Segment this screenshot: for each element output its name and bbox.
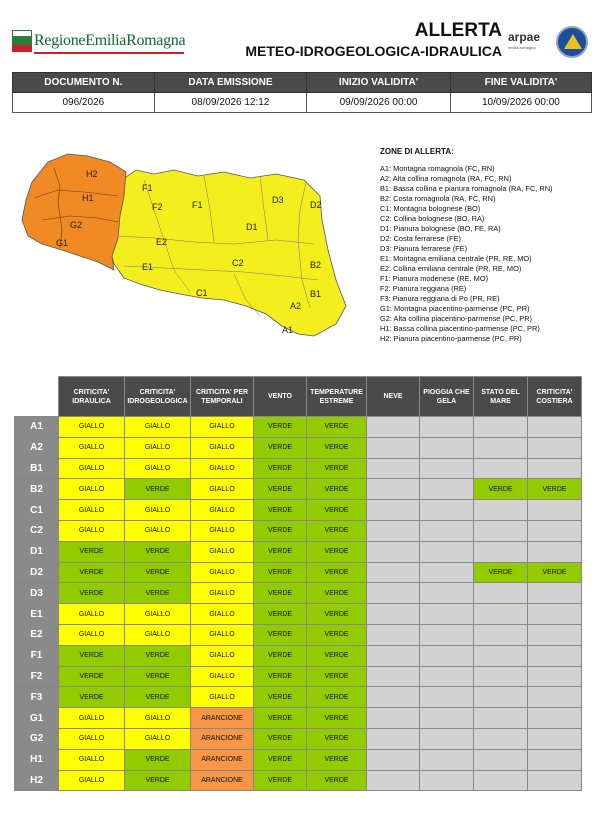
alert-level-cell <box>367 770 420 791</box>
alert-level-cell: VERDE <box>59 562 125 583</box>
alert-level-cell: GIALLO <box>125 437 191 458</box>
alert-level-cell: VERDE <box>474 562 528 583</box>
alert-level-cell <box>367 604 420 625</box>
legend-item: D1: Pianura bolognese (BO, FE, RA) <box>380 224 501 233</box>
legend-item: G2: Alta collina piacentino-parmense (PC, PR) <box>380 314 532 323</box>
alert-level-cell <box>367 708 420 729</box>
legend-title: ZONE DI ALLERTA: <box>380 147 454 156</box>
alert-level-cell: VERDE <box>307 562 367 583</box>
alert-level-cell: GIALLO <box>125 500 191 521</box>
alert-level-cell: VERDE <box>307 520 367 541</box>
zone-cell: H2 <box>15 770 59 791</box>
alert-level-cell: VERDE <box>307 479 367 500</box>
legend-item: F3: Pianura reggiana di Po (PR, RE) <box>380 294 500 303</box>
alert-level-cell: GIALLO <box>59 708 125 729</box>
zone-cell: E1 <box>15 604 59 625</box>
alert-level-cell: VERDE <box>307 417 367 438</box>
alert-level-cell: VERDE <box>307 645 367 666</box>
legend-item: A1: Montagna romagnola (FC, RN) <box>380 164 495 173</box>
alert-level-cell <box>474 417 528 438</box>
alert-level-cell: VERDE <box>254 666 307 687</box>
alert-level-cell <box>420 666 474 687</box>
table-row <box>15 520 582 541</box>
alert-level-cell <box>528 708 582 729</box>
map-zone-yellow <box>110 170 346 336</box>
alert-level-cell <box>367 520 420 541</box>
issue-date-value: 08/09/2026 12:12 <box>154 93 307 113</box>
page-title: ALLERTA <box>414 20 502 41</box>
zone-cell: B2 <box>15 479 59 500</box>
alert-level-cell <box>474 437 528 458</box>
zone-cell: D3 <box>15 583 59 604</box>
alert-level-cell: GIALLO <box>191 687 254 708</box>
legend-item: A2: Alta collina romagnola (RA, FC, RN) <box>380 174 512 183</box>
arpae-logo <box>508 30 554 56</box>
alert-level-cell <box>474 500 528 521</box>
alert-level-cell <box>528 500 582 521</box>
alert-level-cell: GIALLO <box>191 604 254 625</box>
alert-level-cell <box>528 541 582 562</box>
alert-level-cell: VERDE <box>307 749 367 770</box>
alert-level-cell: VERDE <box>307 728 367 749</box>
page-subtitle: METEO-IDROGEOLOGICA-IDRAULICA <box>245 43 502 59</box>
alert-level-cell: VERDE <box>254 583 307 604</box>
map-label-e2: E2 <box>156 237 168 247</box>
regione-flag-icon <box>12 30 32 52</box>
alert-level-cell <box>528 770 582 791</box>
org-logo-text: RegioneEmiliaRomagna <box>34 32 186 49</box>
map-label-f3: F1 <box>142 183 153 193</box>
alert-level-cell: VERDE <box>474 479 528 500</box>
validity-end-header: FINE VALIDITA' <box>450 73 591 93</box>
alert-level-cell: VERDE <box>307 458 367 479</box>
validity-start-value: 09/09/2026 00:00 <box>307 93 451 113</box>
alert-level-cell: GIALLO <box>125 624 191 645</box>
column-header: NEVE <box>367 377 420 417</box>
zone-cell: B1 <box>15 458 59 479</box>
alert-level-cell: VERDE <box>307 437 367 458</box>
alert-level-cell: GIALLO <box>125 708 191 729</box>
zone-cell: F2 <box>15 666 59 687</box>
alert-level-cell: VERDE <box>254 624 307 645</box>
table-corner <box>15 377 59 417</box>
map-label-b1: B1 <box>310 289 322 299</box>
table-row <box>15 708 582 729</box>
regione-emilia-romagna-logo <box>12 30 186 56</box>
alert-level-cell: VERDE <box>307 500 367 521</box>
alert-level-cell: GIALLO <box>191 500 254 521</box>
arpae-logo-name: arpae <box>508 30 541 44</box>
alert-level-cell <box>474 645 528 666</box>
alert-level-cell: VERDE <box>254 500 307 521</box>
alert-level-cell: GIALLO <box>59 749 125 770</box>
legend-item: D2: Costa ferrarese (FE) <box>380 234 461 243</box>
alert-level-cell <box>367 458 420 479</box>
legend-item: D3: Pianura ferrarese (FE) <box>380 244 468 253</box>
alert-level-cell: VERDE <box>125 666 191 687</box>
document-info-table <box>12 72 592 113</box>
alert-level-cell: GIALLO <box>59 604 125 625</box>
alert-level-cell: VERDE <box>125 645 191 666</box>
alert-level-cell: VERDE <box>254 458 307 479</box>
alert-level-cell: GIALLO <box>59 624 125 645</box>
alert-level-cell <box>420 770 474 791</box>
alert-level-cell: VERDE <box>254 728 307 749</box>
alert-level-cell <box>528 604 582 625</box>
alert-level-cell <box>474 624 528 645</box>
alert-level-cell: VERDE <box>254 541 307 562</box>
alert-level-cell: VERDE <box>125 583 191 604</box>
map-label-a2: A2 <box>290 301 302 311</box>
legend-item: F2: Pianura reggiana (RE) <box>380 284 467 293</box>
alert-level-cell: VERDE <box>125 541 191 562</box>
alert-level-cell: VERDE <box>59 687 125 708</box>
alert-level-cell: GIALLO <box>125 458 191 479</box>
zone-cell: A2 <box>15 437 59 458</box>
alert-level-cell: VERDE <box>307 708 367 729</box>
zone-cell: D1 <box>15 541 59 562</box>
alert-level-cell: GIALLO <box>125 417 191 438</box>
alert-level-cell <box>367 437 420 458</box>
zone-cell: A1 <box>15 417 59 438</box>
legend-item: C2: Collina bolognese (BO, RA) <box>380 214 485 223</box>
alert-level-cell <box>367 666 420 687</box>
alert-level-cell: GIALLO <box>59 458 125 479</box>
column-header: TEMPERATURE ESTREME <box>307 377 367 417</box>
alert-level-cell: VERDE <box>254 645 307 666</box>
alert-level-cell: GIALLO <box>59 417 125 438</box>
alert-level-cell <box>367 417 420 438</box>
alert-level-cell <box>420 541 474 562</box>
alert-level-cell <box>420 708 474 729</box>
alert-level-cell: VERDE <box>307 583 367 604</box>
zone-cell: C2 <box>15 520 59 541</box>
legend-item: E1: Montagna emiliana centrale (PR, RE, MO) <box>380 254 532 263</box>
alert-level-cell <box>528 728 582 749</box>
alert-level-cell: GIALLO <box>191 541 254 562</box>
column-header: CRITICITA' COSTIERA <box>528 377 582 417</box>
alert-level-cell <box>528 666 582 687</box>
alert-level-cell <box>474 583 528 604</box>
column-header: CRITICITA' IDROGEOLOGICA <box>125 377 191 417</box>
alert-level-cell: ARANCIONE <box>191 749 254 770</box>
alert-level-cell: GIALLO <box>59 520 125 541</box>
table-row <box>15 666 582 687</box>
alert-level-cell: VERDE <box>254 417 307 438</box>
alert-level-cell: VERDE <box>125 770 191 791</box>
legend-item: H1: Bassa collina piacentino-parmense (PC, PR) <box>380 324 540 333</box>
alert-level-cell <box>367 479 420 500</box>
alert-level-cell <box>420 624 474 645</box>
alert-level-cell <box>528 520 582 541</box>
alert-level-cell: GIALLO <box>191 417 254 438</box>
legend-item: E2: Collina emiliana centrale (PR, RE, MO) <box>380 264 522 273</box>
alert-level-cell: VERDE <box>307 666 367 687</box>
alert-level-cell: GIALLO <box>59 728 125 749</box>
alert-level-cell <box>420 417 474 438</box>
alert-level-cell <box>528 437 582 458</box>
map-label-f2: F2 <box>152 202 163 212</box>
table-row <box>15 583 582 604</box>
column-header: CRITICITA' IDRAULICA <box>59 377 125 417</box>
map-label-a1: A1 <box>282 325 294 335</box>
legend-item: C1: Montagna bolognese (BO) <box>380 204 481 213</box>
table-row <box>15 479 582 500</box>
map-label-e1: E1 <box>142 262 154 272</box>
table-row <box>15 770 582 791</box>
alert-level-cell <box>367 562 420 583</box>
map-label-g2: G2 <box>70 220 83 230</box>
alert-level-cell: VERDE <box>254 749 307 770</box>
zone-cell: E2 <box>15 624 59 645</box>
alert-level-cell <box>528 749 582 770</box>
doc-number-header: DOCUMENTO N. <box>13 73 155 93</box>
alert-level-cell: GIALLO <box>191 458 254 479</box>
alert-level-cell: GIALLO <box>191 562 254 583</box>
alert-level-cell: VERDE <box>528 562 582 583</box>
alert-level-cell <box>420 583 474 604</box>
alert-level-cell <box>367 500 420 521</box>
alert-level-cell <box>474 541 528 562</box>
protezione-civile-logo-icon <box>556 26 588 58</box>
alert-level-cell: GIALLO <box>191 645 254 666</box>
alert-level-cell <box>474 520 528 541</box>
legend-item: B1: Bassa collina e pianura romagnola (RA, FC, RN) <box>380 184 553 193</box>
alert-level-cell: GIALLO <box>191 583 254 604</box>
alert-level-cell <box>474 728 528 749</box>
map-label-c2: C2 <box>232 258 244 268</box>
table-row <box>15 417 582 438</box>
table-row <box>15 604 582 625</box>
validity-end-value: 10/09/2026 00:00 <box>450 93 591 113</box>
map-label-c1: C1 <box>196 288 208 298</box>
map-label-d3: D3 <box>272 195 284 205</box>
zone-cell: G2 <box>15 728 59 749</box>
table-row <box>15 500 582 521</box>
zones-legend <box>380 147 595 344</box>
map-label-f1: F1 <box>192 200 203 210</box>
alert-level-cell <box>367 728 420 749</box>
alert-level-cell <box>420 458 474 479</box>
alert-level-cell: GIALLO <box>191 520 254 541</box>
alert-level-cell: VERDE <box>59 666 125 687</box>
alert-level-cell: VERDE <box>254 708 307 729</box>
alert-level-cell <box>528 687 582 708</box>
alert-level-cell: GIALLO <box>191 666 254 687</box>
alert-level-cell <box>420 500 474 521</box>
table-row <box>15 541 582 562</box>
alert-level-cell <box>474 604 528 625</box>
zone-cell: F3 <box>15 687 59 708</box>
zone-cell: H1 <box>15 749 59 770</box>
legend-item: G1: Montagna piacentino-parmense (PC, PR) <box>380 304 530 313</box>
alert-level-cell: GIALLO <box>125 520 191 541</box>
table-row <box>15 562 582 583</box>
alert-level-cell <box>474 749 528 770</box>
legend-item: B2: Costa romagnola (RA, FC, RN) <box>380 194 496 203</box>
column-header: CRITICITA' PER TEMPORALI <box>191 377 254 417</box>
map-label-d1: D1 <box>246 222 258 232</box>
alert-level-cell: GIALLO <box>59 770 125 791</box>
alert-level-cell <box>420 749 474 770</box>
column-header: STATO DEL MARE <box>474 377 528 417</box>
map-zone-orange <box>22 154 126 270</box>
alert-level-cell <box>367 645 420 666</box>
map-label-h2: H2 <box>86 169 98 179</box>
alert-level-cell: VERDE <box>59 541 125 562</box>
alert-zones-map <box>14 140 366 350</box>
alert-level-cell: VERDE <box>307 770 367 791</box>
alert-level-cell <box>474 687 528 708</box>
alert-level-cell: VERDE <box>307 687 367 708</box>
alert-level-cell: VERDE <box>528 479 582 500</box>
alert-level-cell: VERDE <box>125 562 191 583</box>
table-row <box>15 749 582 770</box>
alert-level-cell: GIALLO <box>191 437 254 458</box>
alert-level-cell: VERDE <box>59 583 125 604</box>
alert-level-cell: GIALLO <box>59 500 125 521</box>
alert-level-cell <box>420 562 474 583</box>
alert-level-cell <box>474 770 528 791</box>
validity-start-header: INIZIO VALIDITA' <box>307 73 451 93</box>
map-label-b2: B2 <box>310 260 322 270</box>
issue-date-header: DATA EMISSIONE <box>154 73 307 93</box>
alert-level-cell: VERDE <box>59 645 125 666</box>
alert-level-cell <box>528 417 582 438</box>
alert-level-cell <box>420 687 474 708</box>
alert-level-cell: GIALLO <box>59 479 125 500</box>
alert-level-cell <box>367 583 420 604</box>
alert-level-cell <box>528 583 582 604</box>
alert-level-cell: VERDE <box>254 437 307 458</box>
alert-level-cell <box>420 645 474 666</box>
alert-level-cell: GIALLO <box>125 728 191 749</box>
alert-levels-table <box>14 376 582 791</box>
table-row <box>15 437 582 458</box>
alert-level-cell: VERDE <box>254 770 307 791</box>
alert-level-cell <box>420 728 474 749</box>
doc-number-value: 096/2026 <box>13 93 155 113</box>
alert-level-cell: VERDE <box>254 604 307 625</box>
map-label-g1: G1 <box>56 238 69 248</box>
alert-level-cell <box>367 749 420 770</box>
alert-level-cell <box>367 541 420 562</box>
table-row <box>15 624 582 645</box>
column-header: VENTO <box>254 377 307 417</box>
legend-item: F1: Pianura modenese (RE, MO) <box>380 274 489 283</box>
alert-level-cell <box>367 624 420 645</box>
alert-level-cell <box>474 708 528 729</box>
alert-level-cell: GIALLO <box>191 479 254 500</box>
table-row <box>15 687 582 708</box>
arpae-logo-sub: emilia-romagna <box>508 45 536 50</box>
table-row <box>15 645 582 666</box>
alert-level-cell: VERDE <box>254 687 307 708</box>
alert-level-cell <box>528 624 582 645</box>
table-row <box>15 728 582 749</box>
alert-level-cell: ARANCIONE <box>191 708 254 729</box>
legend-list <box>380 164 595 344</box>
alert-level-cell <box>367 687 420 708</box>
column-header: PIOGGIA CHE GELA <box>420 377 474 417</box>
alert-level-cell: VERDE <box>125 687 191 708</box>
zone-cell: F1 <box>15 645 59 666</box>
alert-level-cell <box>420 479 474 500</box>
table-row <box>15 458 582 479</box>
alert-level-cell <box>420 437 474 458</box>
zone-cell: C1 <box>15 500 59 521</box>
zone-cell: D2 <box>15 562 59 583</box>
alert-level-cell: VERDE <box>125 749 191 770</box>
alert-level-cell: VERDE <box>125 479 191 500</box>
zone-cell: G1 <box>15 708 59 729</box>
alert-level-cell <box>528 645 582 666</box>
alert-level-cell: GIALLO <box>191 624 254 645</box>
alert-level-cell <box>420 604 474 625</box>
alert-level-cell: VERDE <box>307 604 367 625</box>
alert-level-cell: VERDE <box>307 541 367 562</box>
alert-level-cell: GIALLO <box>125 604 191 625</box>
alert-level-cell: ARANCIONE <box>191 770 254 791</box>
alert-level-cell <box>474 666 528 687</box>
alert-level-cell: VERDE <box>254 562 307 583</box>
legend-item: H2: Pianura piacentino-parmense (PC, PR) <box>380 334 522 343</box>
map-label-d2: D2 <box>310 200 322 210</box>
alert-level-cell: ARANCIONE <box>191 728 254 749</box>
alert-level-cell <box>420 520 474 541</box>
alert-level-cell <box>474 458 528 479</box>
alert-level-cell: GIALLO <box>59 437 125 458</box>
alert-level-cell: VERDE <box>254 520 307 541</box>
map-label-h1: H1 <box>82 193 94 203</box>
alert-level-cell: VERDE <box>254 479 307 500</box>
alert-level-cell <box>528 458 582 479</box>
alert-level-cell: VERDE <box>307 624 367 645</box>
